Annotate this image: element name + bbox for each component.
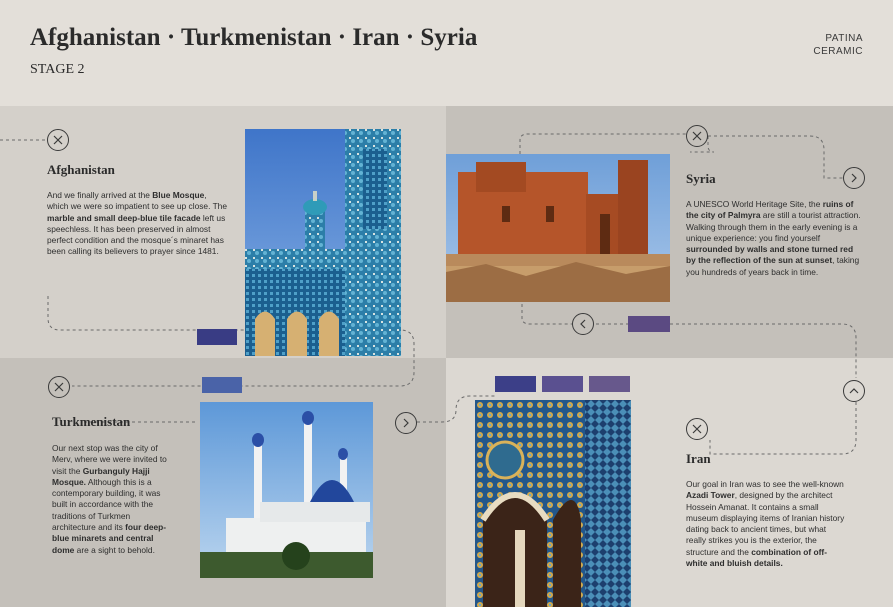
page-title: Afghanistan · Turkmenistan · Iran · Syria [30, 24, 478, 51]
heading-afghanistan: Afghanistan [47, 162, 115, 177]
heading-syria: Syria [686, 171, 716, 186]
text-iran: Our goal in Iran was to see the well-known Azadi Tower, designed by the architect Hossein Amanat. It contains a small museum displaying items of Iranian history dating back to ancient times, but what really strikes you is the exterior, the structure and the combination of off-white and bluish details. [686, 479, 845, 569]
color-swatch [495, 376, 536, 392]
close-icon[interactable] [686, 418, 708, 440]
color-swatch [197, 329, 237, 345]
brand-line-2: CERAMIC [813, 46, 863, 57]
photo-blue-mosque [245, 129, 401, 356]
color-swatch [628, 316, 670, 332]
color-swatch [202, 377, 242, 393]
stage-label: STAGE 2 [30, 62, 85, 77]
text-turkmenistan: Our next stop was the city of Merv, where we were invited to visit the Gurbanguly Hajji Mosque. Although this is a contemporary building, it was built in accordance with the traditions of Turkmen architecture and its four deep-blue minarets and central dome are a sight to behold. [52, 443, 167, 555]
color-swatch [589, 376, 630, 392]
photo-palmyra-ruins [446, 154, 670, 302]
close-icon[interactable] [686, 125, 708, 147]
chevron-right-icon[interactable] [395, 412, 417, 434]
text-afghanistan: And we finally arrived at the Blue Mosque, which we were so impatient to see up close. The marble and small deep-blue tile facade left us speechless. It has been preserved in almost perfect condition and the mosque´s minaret has been calling its believers to prayer since 1481. [47, 190, 228, 257]
color-swatch [542, 376, 583, 392]
heading-turkmenistan: Turkmenistan [52, 414, 131, 429]
brand-line-1: PATINA [825, 33, 863, 44]
chevron-left-icon[interactable] [572, 313, 594, 335]
heading-iran: Iran [686, 451, 711, 466]
chevron-right-icon[interactable] [843, 167, 865, 189]
close-icon[interactable] [47, 129, 69, 151]
photo-gurbanguly-mosque [200, 402, 373, 578]
text-syria: A UNESCO World Heritage Site, the ruins of the city of Palmyra are still a tourist attraction. Walking through them in the early evening is a unique experience: you find yourself surrounded by walls and stone turned red by the reflection of the sun at sunset, taking you hundreds of years back in time. [686, 199, 861, 277]
chevron-up-icon[interactable] [843, 380, 865, 402]
close-icon[interactable] [48, 376, 70, 398]
photo-iran-tiles [475, 400, 631, 607]
